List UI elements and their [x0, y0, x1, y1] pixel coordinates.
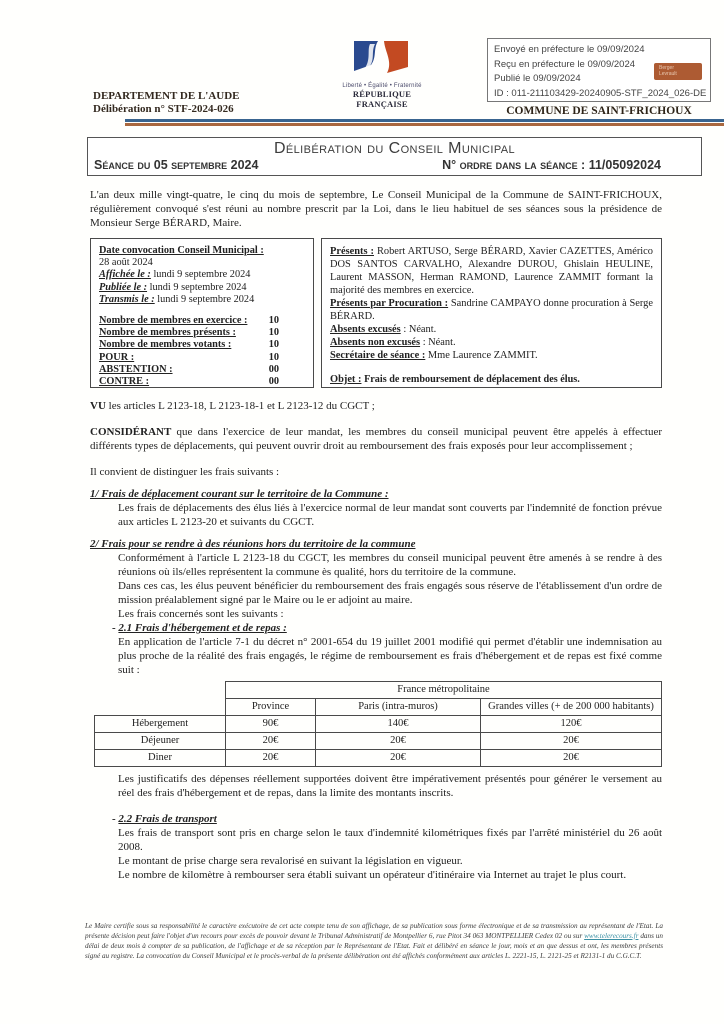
header-rule-brown: [125, 123, 724, 126]
date-convocation-value: 28 août 2024: [99, 257, 153, 269]
header-rule-blue: [125, 119, 724, 122]
section-2-2-paragraph-3: Le nombre de kilomètre à rembourser sera établi suivant un opérateur d'itinéraire via Internet au trajet le plus court.: [118, 869, 627, 881]
seance-date: Séance du 05 septembre 2024: [94, 158, 259, 172]
publiee-label: Publiée le :: [99, 281, 148, 293]
count-row-abstention: ABSTENTION : 00: [99, 363, 279, 375]
presents-label: Présents :: [330, 246, 374, 257]
commune-name: COMMUNE DE SAINT-FRICHOUX: [506, 105, 692, 117]
publiee-value: lundi 9 septembre 2024: [149, 281, 247, 293]
reimbursement-table: [94, 681, 662, 767]
objet-label: Objet :: [330, 374, 362, 385]
date-convocation-label: Date convocation Conseil Municipal :: [99, 245, 264, 256]
justificatifs-paragraph: Les justificatifs des dépenses réellement supportées doivent être impérativement présentés pour générer le versement au réel des frais d'hébergement et de repas, dans la limite des montants inscrits.: [118, 773, 662, 799]
attendance-box: [321, 238, 662, 388]
affichee-value: lundi 9 septembre 2024: [153, 269, 251, 281]
telerecours-link[interactable]: www.telerecours.fr: [584, 931, 639, 940]
department-name: DEPARTEMENT DE L'AUDE: [93, 90, 240, 102]
secretaire-value: Mme Laurence ZAMMIT.: [427, 350, 538, 361]
count-row-presents: Nombre de membres présents : 10: [99, 327, 279, 339]
affichee-label: Affichée le :: [99, 269, 151, 281]
table-row-hebergement: Hébergement 90€ 140€ 120€: [95, 716, 662, 733]
section-2-1-text: En application de l'article 7-1 du décret n° 2001-654 du 19 juillet 2001 modifié qui permet d'établir une indemnisation au plus proche de la réalité des frais engagés, le régime de remboursement es frais d'hébergement et de repas est fixé comme suit :: [118, 636, 662, 676]
ordre-seance: N° ordre dans la séance : 11/05092024: [442, 158, 661, 172]
section-2-2-paragraph-1: Les frais de transport sont pris en charge selon le taux d'indemnité kilométriques fixés par l'arrêté ministériel du 26 août 2008.: [118, 827, 662, 853]
section-2-2-paragraph-2: Le montant de prise charge sera revalorisé en suivant la législation en vigueur.: [118, 855, 463, 867]
col-header-province: Province: [226, 699, 316, 716]
section-2-paragraph-2: Dans ces cas, les élus peuvent bénéficier du remboursement des frais engagés sous réserve de l'établissement d'un ordre de mission préalablement signé par le Maire ou le er adjoint au maire.: [118, 580, 662, 606]
procuration-text: Sandrine CAMPAYO donne procuration à Serge BÉRARD.: [330, 298, 653, 322]
republique-francaise-logo: [334, 40, 430, 109]
logo-republic-label: RÉPUBLIQUE FRANÇAISE: [352, 89, 412, 109]
berger-levrault-badge: Berger Levrault: [654, 63, 702, 80]
document-title: Délibération du Conseil Municipal: [273, 140, 516, 157]
section-1-title: 1/ Frais de déplacement courant sur le territoire de la Commune :: [90, 488, 389, 500]
section-2-title: 2/ Frais pour se rendre à des réunions hors du territoire de la commune: [90, 538, 416, 550]
count-row-votants: Nombre de membres votants : 10: [99, 339, 279, 351]
count-row-contre: CONTRE : 00: [99, 376, 279, 388]
table-row-dejeuner: Déjeuner 20€ 20€ 20€: [95, 733, 662, 750]
intro-paragraph: L'an deux mille vingt-quatre, le cinq du mois de septembre, Le Conseil Municipal de la Commune de SAINT-FRICHOUX, régulièrement convoqué s'est réuni au nombre prescrit par la Loi, dans le lieu habituel de ses séances sous la présidence de Monsieur Serge BÉRARD, Maire.: [90, 189, 662, 229]
table-group-header: France métropolitaine: [226, 682, 662, 699]
stamp-id-line: ID : 011-211103429-20240905-STF_2024_026-DE: [494, 87, 707, 99]
section-2-paragraph-1: Conformément à l'article L 2123-18 du CGCT, les membres du conseil municipal peuvent être amenés à se rendre à des réunions où ils/elles représentent la commune ès qualité, hors du territoire de la commune.: [118, 552, 662, 578]
table-group-header-row: [95, 682, 662, 699]
stamp-sent-line: Envoyé en préfecture le 09/09/2024: [494, 44, 645, 55]
table-column-header-row: [95, 699, 662, 716]
reimbursement-table-wrap: [94, 681, 662, 767]
legal-footnote: Le Maire certifie sous sa responsabilité le caractère exécutoire de cet acte compte tenu de son affichage, de sa publication sous forme électronique et de sa transmission au représentant de l'Etat. La présente décision peut faire l'objet d'un recours pour excès de pouvoir devant le Tribunal Administratif de Montpellier 6, rue Pitot 34 063 MONTPELLIER Cedex 02 ou sur www.telerecours.fr dans un délai de deux mois à compter de sa publication, de l'affichage et de sa réception par le Représentant de l'Etat. Fait et délibéré en séance le jour, mois et an que dessus et ont, les membres présents signé au registre. La convocation du Conseil Municipal et le procès-verbal de la présente délibération ont été affichés conformément aux articles L. 2221-15, L. 2121-25 et R2131-1 du C.G.C.T.: [85, 922, 663, 960]
section-2-paragraph-3: Les frais concernés sont les suivants :: [118, 608, 284, 620]
marianne-flag-icon: [351, 40, 413, 76]
prefecture-stamp-box: [487, 38, 711, 102]
section-2-1-title: - 2.1 Frais d'hébergement et de repas :: [112, 622, 287, 634]
department-header: [93, 90, 240, 116]
presents-list: Robert ARTUSO, Serge BÉRARD, Xavier CAZETTES, Américo DOS SANTOS CARVALHO, Alexandre DUROU, Ghislain HEULINE, Laurent MASSON, Herman RAMOND, Laurence ZAMMIT formant la majorité des membres en exercice.: [330, 246, 653, 296]
count-row-exercice: Nombre de membres en exercice : 10: [99, 315, 279, 327]
col-header-paris: Paris (intra-muros): [316, 699, 481, 716]
objet-value: Frais de remboursement de déplacement des élus.: [364, 374, 580, 385]
session-info-boxes: [90, 238, 662, 388]
table-row-diner: Diner 20€ 20€ 20€: [95, 750, 662, 767]
section-1-text: Les frais de déplacements des élus liés à l'exercice normal de leur mandat sont couverts par l'indemnité de fonction prévue aux articles L 2123-20 et suivants du CGCT.: [118, 502, 662, 528]
convocation-box: [90, 238, 314, 388]
transmis-label: Transmis le :: [99, 293, 155, 305]
col-header-grandes-villes: Grandes villes (+ de 200 000 habitants): [481, 699, 662, 716]
count-row-pour: POUR : 10: [99, 351, 279, 363]
transmis-value: lundi 9 septembre 2024: [157, 293, 255, 305]
logo-motto: Liberté • Égalité • Fraternité: [342, 83, 422, 89]
stamp-published-line: Publié le 09/09/2024: [494, 73, 581, 84]
vu-paragraph: VU les articles L 2123-18, L 2123-18-1 et L 2123-12 du CGCT ;: [90, 400, 375, 412]
absents-excuses-label: Absents excusés: [330, 324, 401, 335]
procuration-label: Présents par Procuration :: [330, 298, 449, 309]
stamp-received-line: Reçu en préfecture le 09/09/2024: [494, 58, 636, 70]
considerant-paragraph: CONSIDÉRANT que dans l'exercice de leur mandat, les membres du conseil municipal peuvent être appelés à effectuer différents types de déplacements, qui peuvent ouvrir droit au remboursement des frais exposés pour leur accomplissement ;: [90, 426, 662, 452]
deliberation-number: Délibération n° STF-2024-026: [93, 103, 234, 115]
absents-non-excuses-label: Absents non excusés: [330, 337, 421, 348]
distinguer-paragraph: Il convient de distinguer les frais suivants :: [90, 466, 280, 478]
section-2-2-title: - 2.2 Frais de transport: [112, 813, 217, 825]
absents-excuses-value: : Néant.: [403, 324, 437, 335]
document-body: [90, 188, 662, 882]
title-box: [87, 137, 702, 176]
absents-non-excuses-value: : Néant.: [422, 337, 456, 348]
secretaire-label: Secrétaire de séance :: [330, 350, 426, 361]
